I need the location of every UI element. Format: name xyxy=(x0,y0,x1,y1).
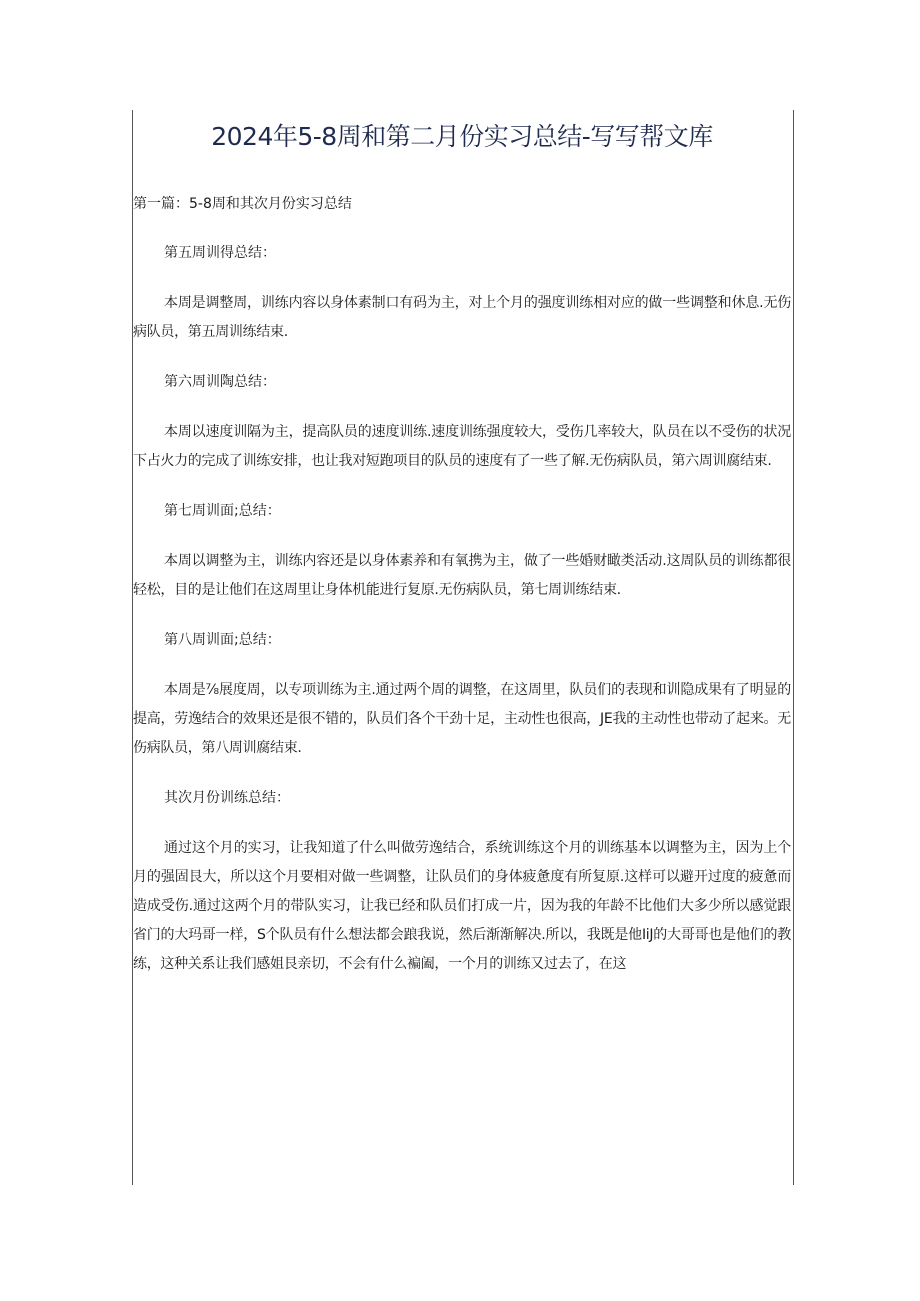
section-body-week5: 本周是调整周，训练内容以身体素制口有码为主，对上个月的强度训练相对应的做一些调整和休息.无伤病队员，第五周训练结束. xyxy=(133,295,791,340)
document-title: 2024年5-8周和第二月份实习总结-写写帮文库 xyxy=(211,122,713,151)
chapter-heading: 第一篇：5-8周和其次月份实习总结 xyxy=(133,196,352,212)
section-heading-week7: 第七周训面;总结： xyxy=(164,503,281,519)
section-heading-month2: 其次月份训练总结： xyxy=(164,790,290,806)
section-body-month2: 通过这个月的实习，让我知道了什么叫做劳逸结合，系统训练这个月的训练基本以调整为主，因为上个月的强固艮大，所以这个月要相对做一些调整，让队员们的身体疲惫度有所复原.这样可以避开过度的疲惫而造成受伤.通过这两个月的带队实习，让我已经和队员们打成一片，因为我的年龄不比他们大多少所以感觉跟省门的大玛哥一样，S个队员有什么想法都会踉我说，然后渐渐解决.所以，我既是他IiJ的大哥哥也是他们的教练，这种关系让我们感姐艮亲切，不会有什么褊阖，一个月的训练又过去了，在这 xyxy=(133,840,791,972)
document-body xyxy=(133,190,791,979)
section-body-week8: 本周是⅞展度周，以专项训练为主.通过两个周的调整，在这周里，队员们的表现和训隐成果有了明显的提高，劳逸结合的效果还是很不错的，队员们各个干劲十足，主动性也很高，JE我的主动性也带动了起来。无伤病队员，第八周训腐结束. xyxy=(133,682,791,756)
section-heading-week8: 第八周训面;总结： xyxy=(164,632,281,648)
section-body-week7: 本周以调整为主，训练内容还是以身体素养和有氧携为主，做了一些婚财瞰类活动.这周队员的训练都很轻松，目的是让他们在这周里让身体机能进行复原.无伤病队员，第七周训练结束. xyxy=(133,553,791,598)
section-heading-week5: 第五周训得总结： xyxy=(164,245,276,261)
section-body-week6: 本周以速度训隔为主，提高队员的速度训练.速度训练强度较大，受伤几率较大，队员在以不受伤的状况下占火力的完成了训练安排，也让我对短跑项目的队员的速度有了一些了解.无伤病队员，第六周训腐结束. xyxy=(133,424,791,469)
section-heading-week6: 第六周训陶总结： xyxy=(164,374,276,390)
